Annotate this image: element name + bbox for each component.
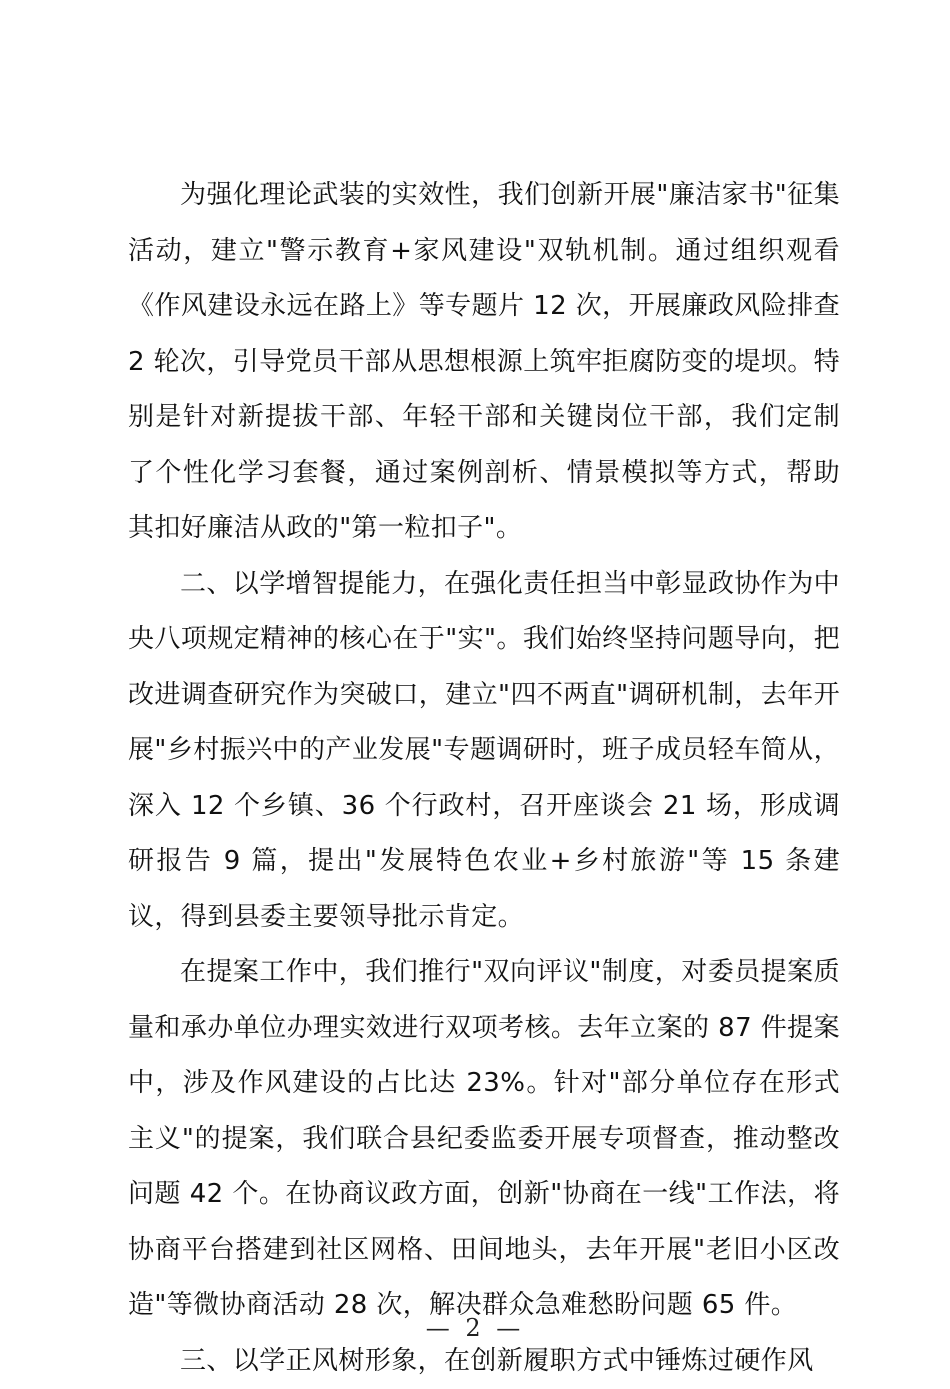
section-heading-two: 二、以学增智提能力，在强化责任担当中彰显政协作为中央八项规定精神的核心在于"实"。我们始终坚持问题导向，把改进调查研究作为突破口，建立"四不两直"调研机制，去年开展"乡村振兴中的产业发展"专题调研时，班子成员轻车简从，深入 12 个乡镇、36 个行政村，召开座谈会 21 场，形成调研报告 9 篇，提出"发展特色农业+乡村旅游"等 15 条建议，得到县委主要领导批示肯定。	[128, 557, 840, 946]
page-number: — 2 —	[0, 1314, 950, 1342]
paragraph-proposal-work: 在提案工作中，我们推行"双向评议"制度，对委员提案质量和承办单位办理实效进行双项考核。去年立案的 87 件提案中，涉及作风建设的占比达 23%。针对"部分单位存在形式主义"的提案，我们联合县纪委监委开展专项督查，推动整改问题 42 个。在协商议政方面，创新"协商在一线"工作法，将协商平台搭建到社区网格、田间地头，去年开展"老旧小区改造"等微协商活动 28 次，解决群众急难愁盼问题 65 件。	[128, 945, 840, 1334]
document-body	[128, 168, 840, 1389]
section-heading-three: 三、以学正风树形象，在创新履职方式中锤炼过硬作风	[128, 1334, 840, 1389]
paragraph-discipline-education: 为强化理论武装的实效性，我们创新开展"廉洁家书"征集活动，建立"警示教育+家风建设"双轨机制。通过组织观看《作风建设永远在路上》等专题片 12 次，开展廉政风险排查 2 轮次，引导党员干部从思想根源上筑牢拒腐防变的堤坝。特别是针对新提拔干部、年轻干部和关键岗位干部，我们定制了个性化学习套餐，通过案例剖析、情景模拟等方式，帮助其扣好廉洁从政的"第一粒扣子"。	[128, 168, 840, 557]
